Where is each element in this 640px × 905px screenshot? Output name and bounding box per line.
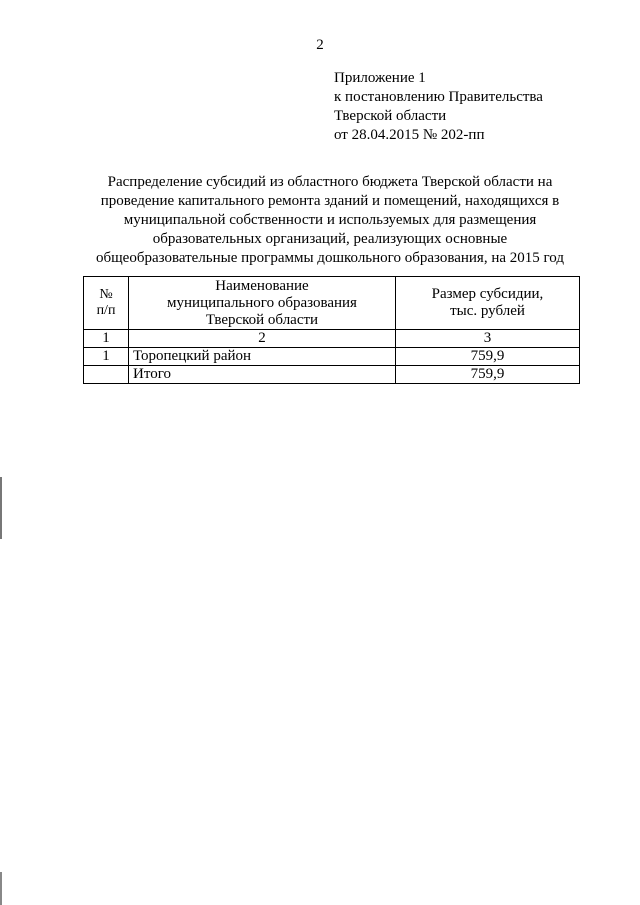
row-num: 1 <box>84 348 129 366</box>
column-number: 3 <box>396 330 580 348</box>
appendix-line: Тверской области <box>334 108 447 124</box>
appendix-block <box>334 69 543 145</box>
appendix-line: Приложение 1 <box>334 70 426 86</box>
total-row <box>84 366 580 384</box>
title-line: проведение капитального ремонта зданий и помещений, находящихся в <box>100 193 560 209</box>
appendix-line: к постановлению Правительства <box>334 89 543 105</box>
document-title <box>70 173 590 268</box>
subsidy-table <box>83 276 580 384</box>
appendix-line: от 28.04.2015 № 202-пп <box>334 127 485 143</box>
header-name-line: Наименование <box>215 277 309 294</box>
header-name <box>129 277 396 330</box>
scan-edge-mark <box>0 477 2 539</box>
scan-edge-mark <box>0 872 2 905</box>
total-amount: 759,9 <box>396 366 580 384</box>
total-num <box>84 366 129 384</box>
title-line: общеобразовательные программы дошкольного образования, на 2015 год <box>95 250 564 266</box>
total-label: Итого <box>129 366 396 384</box>
title-line: образовательных организаций, реализующих основные <box>152 231 508 247</box>
title-line: муниципальной собственности и используемых для размещения <box>123 212 537 228</box>
column-number: 1 <box>84 330 129 348</box>
title-line: Распределение субсидий из областного бюджета Тверской области на <box>107 174 553 190</box>
table-header-row <box>84 277 580 330</box>
page-number: 2 <box>316 37 324 53</box>
header-name-line: Тверской области <box>205 311 319 328</box>
column-number-row <box>84 330 580 348</box>
header-amount-line: тыс. рублей <box>450 303 525 319</box>
row-name: Торопецкий район <box>129 348 396 366</box>
table-row <box>84 348 580 366</box>
header-num <box>84 277 129 330</box>
column-number: 2 <box>129 330 396 348</box>
header-name-line: муниципального образования <box>167 294 357 311</box>
row-amount: 759,9 <box>396 348 580 366</box>
header-amount-line: Размер субсидии, <box>431 286 544 302</box>
header-amount <box>396 277 580 330</box>
header-num-line: п/п <box>96 303 116 318</box>
header-num-line: № <box>99 287 113 302</box>
